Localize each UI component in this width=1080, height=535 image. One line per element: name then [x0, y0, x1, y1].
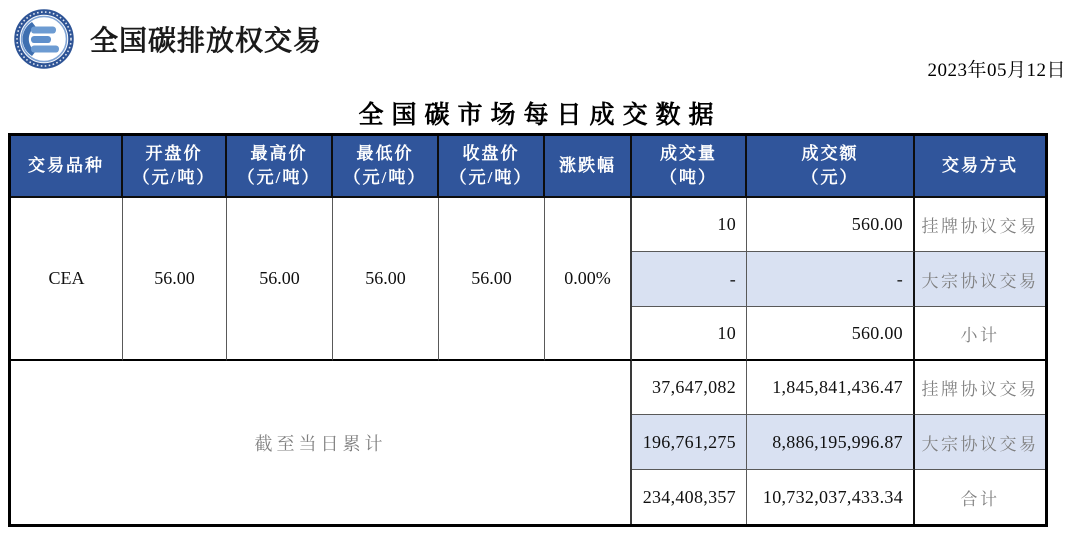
cell-close-price: 56.00 [439, 198, 545, 361]
col-header-low [333, 136, 439, 198]
col-header-product [11, 136, 123, 198]
col-header-label: 交易品种 [28, 156, 104, 176]
cum-volume-block: 196,761,275 [632, 415, 747, 470]
col-header-method [915, 136, 1045, 198]
cell-high-price: 56.00 [227, 198, 333, 361]
col-header-high [227, 136, 333, 198]
cum-volume-total: 234,408,357 [632, 470, 747, 524]
col-header-label: 成交量 [660, 144, 717, 164]
col-header-label: 最低价 [356, 144, 414, 164]
daily-volume-listed: 10 [632, 198, 747, 252]
col-header-close [439, 136, 545, 198]
daily-amount-listed: 560.00 [747, 198, 915, 252]
cum-amount-total: 10,732,037,433.34 [747, 470, 915, 524]
cell-open-price: 56.00 [123, 198, 227, 361]
brand-name: 全国碳排放权交易 [90, 26, 323, 57]
col-header-volume [632, 136, 747, 198]
cum-amount-listed: 1,845,841,436.47 [747, 361, 915, 415]
brand-header [14, 9, 322, 69]
cell-product: CEA [11, 198, 123, 361]
col-header-label: 开盘价 [145, 144, 203, 164]
daily-volume-subtotal: 10 [632, 307, 747, 361]
daily-volume-block: - [632, 252, 747, 307]
col-header-label: 成交额 [801, 144, 859, 164]
daily-method-subtotal: 小计 [915, 307, 1045, 361]
col-header-unit: （元/吨） [343, 168, 427, 187]
col-header-unit: （元） [801, 168, 859, 187]
report-date: 2023年05月12日 [927, 60, 1066, 81]
page-title: 全国碳市场每日成交数据 [358, 102, 722, 129]
brand-logo-icon [14, 9, 74, 69]
cum-method-listed: 挂牌协议交易 [915, 361, 1045, 415]
daily-trading-table [8, 133, 1048, 527]
col-header-label: 最高价 [250, 144, 308, 164]
cum-volume-listed: 37,647,082 [632, 361, 747, 415]
cum-method-block: 大宗协议交易 [915, 415, 1045, 470]
col-header-change [545, 136, 632, 198]
col-header-unit: （元/吨） [132, 168, 216, 187]
cell-low-price: 56.00 [333, 198, 439, 361]
cell-change-pct: 0.00% [545, 198, 632, 361]
daily-amount-block: - [747, 252, 915, 307]
cum-method-total: 合计 [960, 489, 1000, 509]
col-header-label: 交易方式 [942, 156, 1018, 176]
col-header-label: 收盘价 [462, 144, 520, 164]
daily-amount-subtotal: 560.00 [747, 307, 915, 361]
daily-method-listed: 挂牌协议交易 [915, 198, 1045, 252]
col-header-label: 涨跌幅 [559, 156, 616, 176]
col-header-unit: （元/吨） [237, 168, 321, 187]
cum-amount-block: 8,886,195,996.87 [747, 415, 915, 470]
daily-method-block: 大宗协议交易 [915, 252, 1045, 307]
col-header-unit: （元/吨） [449, 168, 533, 187]
col-header-open [123, 136, 227, 198]
col-header-unit: （吨） [660, 168, 717, 187]
col-header-amount [747, 136, 915, 198]
cumulative-label: 截至当日累计 [11, 361, 632, 524]
